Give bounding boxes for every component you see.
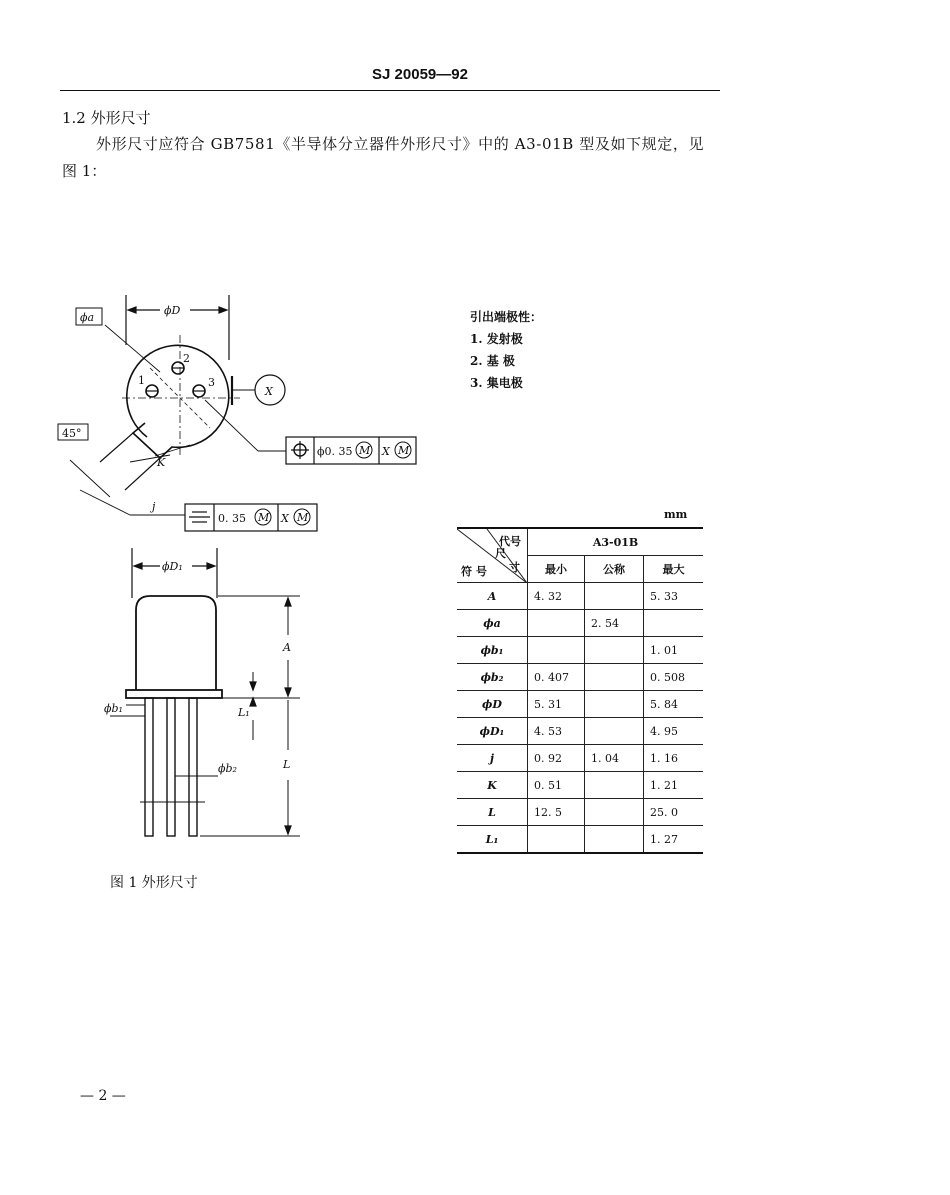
corner-header-mid: 尺 [495,547,506,560]
row-symbol: j [457,745,528,772]
row-min: 12. 5 [528,799,585,826]
pin-2-label: 2 [183,352,190,365]
body-text-line-1: 外形尺寸应符合 GB7581《半导体分立器件外形尺寸》中的 A3-01B 型及如下规定，见 [96,135,705,153]
row-min [528,826,585,854]
pin-polarity-item-2: 2. 基 极 [470,354,515,368]
col-header-max: 最大 [644,556,704,583]
d1-arrow-right [207,563,215,569]
can-body [136,596,216,690]
row-min: 4. 32 [528,583,585,610]
tab-ext-line-2 [125,458,160,490]
table-group-header: A3-01B [528,528,704,556]
row-nom [585,664,644,691]
table-row [457,745,703,772]
lead-3 [189,698,197,836]
row-min: 0. 407 [528,664,585,691]
outline-drawing [0,0,450,870]
a-arrow-top [285,598,291,606]
phi-d1-label: ϕD₁ [162,560,183,573]
position-tol-value: ϕ0. 35 [317,445,353,458]
phi-a-leader [105,325,160,372]
table-row [457,691,703,718]
page-number: — 2 — [80,1088,126,1104]
row-max: 25. 0 [644,799,704,826]
table-row [457,583,703,610]
document-id: SJ 20059—92 [372,66,468,83]
l1-dim-label: L₁ [238,706,250,719]
a-dim-label: A [283,641,291,654]
mod-m-2: M [398,444,410,457]
l1-arrow-bottom [250,698,256,706]
datum-x-ref-2: X [281,512,289,525]
row-symbol: ϕa [457,610,528,637]
angle-45-label: 45° [62,427,82,440]
row-nom [585,718,644,745]
row-symbol: ϕD₁ [457,718,528,745]
corner-header-code: 代号 [499,535,521,548]
row-min [528,637,585,664]
row-nom [585,826,644,854]
phi-b1-label: ϕb₁ [104,702,123,715]
mod-m-4: M [297,511,309,524]
row-nom [585,583,644,610]
col-header-min: 最小 [528,556,585,583]
a-arrow-bottom [285,688,291,696]
row-max: 4. 95 [644,718,704,745]
pin-3-label: 3 [208,376,215,389]
corner-header-size: 寸 [509,561,520,574]
row-symbol: L [457,799,528,826]
lead-1 [145,698,153,836]
row-max: 1. 01 [644,637,704,664]
row-symbol: ϕb₁ [457,637,528,664]
row-min: 4. 53 [528,718,585,745]
pin-polarity-item-1: 1. 发射极 [470,332,523,346]
dimension-table [457,527,703,854]
col-header-nom: 公称 [585,556,644,583]
j-leader [80,490,130,515]
can-flange [126,690,222,698]
tab-ext-line-1 [100,433,133,462]
row-nom [585,799,644,826]
table-row [457,664,703,691]
lead-2 [167,698,175,836]
row-max: 1. 16 [644,745,704,772]
row-symbol: ϕb₂ [457,664,528,691]
l1-arrow-top [250,682,256,690]
row-symbol: L₁ [457,826,528,854]
pin-polarity-title: 引出端极性： [470,310,543,324]
d1-arrow-left [134,563,142,569]
mod-m-1: M [359,444,371,457]
table-row [457,826,703,854]
table-row [457,772,703,799]
mod-m-3: M [258,511,270,524]
row-symbol: K [457,772,528,799]
corner-header-symbol: 符 号 [461,565,487,578]
row-min: 0. 92 [528,745,585,772]
row-min: 0. 51 [528,772,585,799]
body-text-line-2: 图 1： [62,162,107,180]
row-symbol: A [457,583,528,610]
datum-x-label: X [265,385,273,398]
position-tol-leader [205,400,258,451]
row-max: 1. 21 [644,772,704,799]
row-max: 0. 508 [644,664,704,691]
row-min: 5. 31 [528,691,585,718]
row-max: 5. 33 [644,583,704,610]
row-max: 5. 84 [644,691,704,718]
l-arrow-bottom [285,826,291,834]
symmetry-tol-value: 0. 35 [218,512,246,525]
pin-1-label: 1 [138,374,145,387]
table-row [457,799,703,826]
l-dim-label: L [283,758,291,771]
phi-b2-label: ϕb₂ [218,762,237,775]
table-row [457,718,703,745]
table-unit: mm [664,508,688,521]
row-min [528,610,585,637]
row-nom [585,772,644,799]
row-symbol: ϕD [457,691,528,718]
k-dim-line [70,460,110,497]
row-nom: 1. 04 [585,745,644,772]
row-max [644,610,704,637]
phi-d-label: ϕD [164,304,181,317]
table-row [457,637,703,664]
row-nom [585,691,644,718]
figure-caption: 图 1 外形尺寸 [110,875,198,891]
j-label: j [152,500,156,513]
d-arrow-right [219,307,227,313]
k-label: K [157,456,166,469]
table-row [457,610,703,637]
table-corner-header [457,528,528,583]
row-max: 1. 27 [644,826,704,854]
datum-x-ref-1: X [382,445,390,458]
phi-a-label: ϕa [80,311,95,324]
pin-polarity-item-3: 3. 集电极 [470,376,523,390]
row-nom: 2. 54 [585,610,644,637]
d-arrow-left [128,307,136,313]
row-nom [585,637,644,664]
section-heading: 1.2 外形尺寸 [62,109,151,127]
